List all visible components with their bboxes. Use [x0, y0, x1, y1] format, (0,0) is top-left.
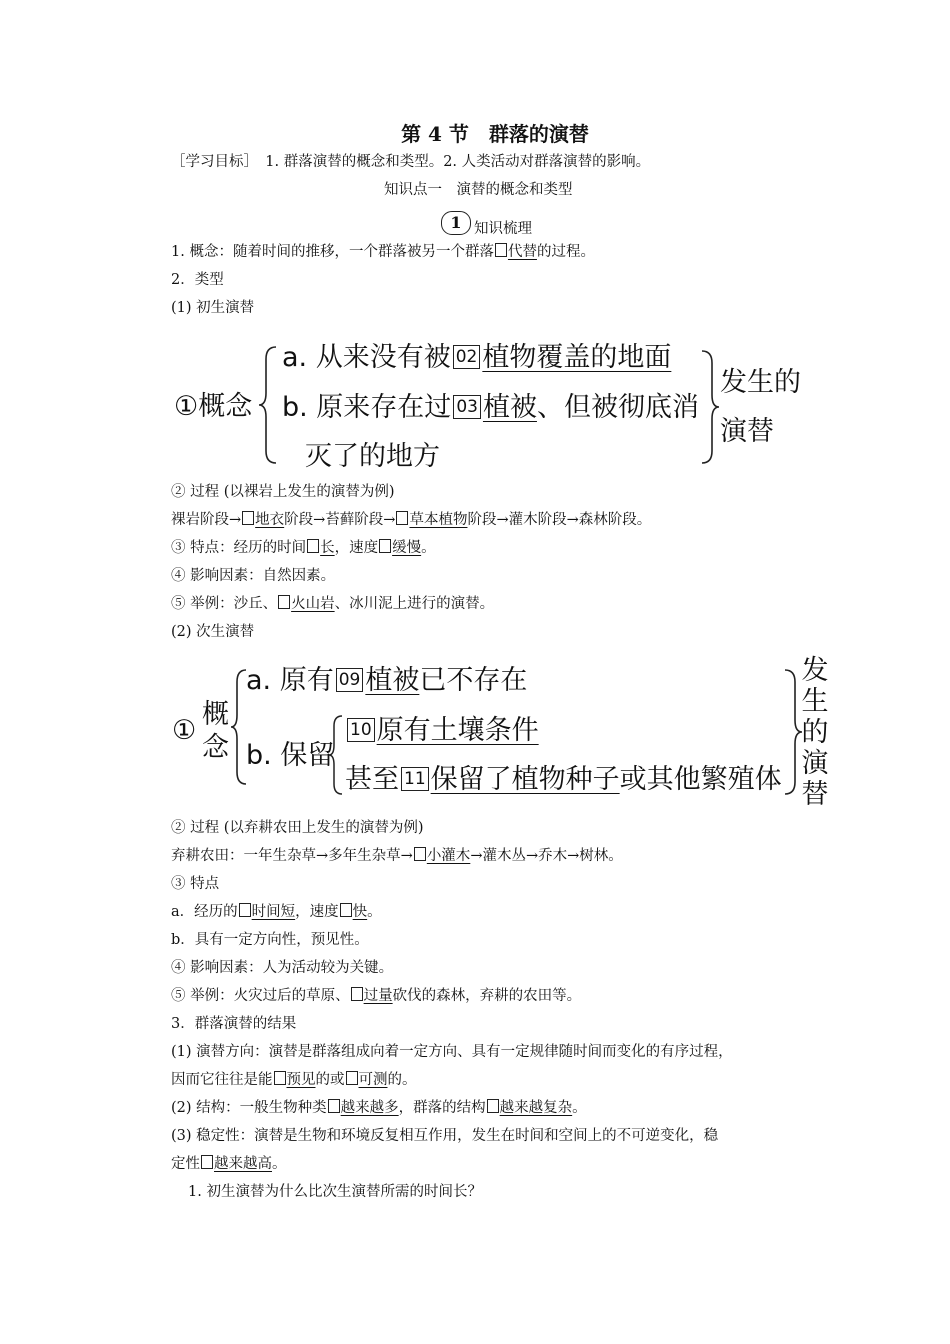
- answer-box-icon: [487, 1099, 499, 1113]
- fig2-right-3: 的: [801, 717, 829, 748]
- answer-text: 保留了植物种子: [430, 764, 620, 795]
- learning-objectives: ［学习目标］ 1. 群落演替的概念和类型。2. 人类活动对群落演替的影响。: [171, 154, 651, 170]
- fig1-right-2: 演替: [720, 416, 774, 447]
- result-structure-line: (2) 结构：一般生物种类 越来越多，群落的结构 越来越复杂。: [171, 1100, 587, 1116]
- answer-text: 长: [320, 540, 335, 556]
- fig2-right-1: 发: [801, 655, 829, 686]
- answer-box-icon: [396, 511, 408, 525]
- blank-number-11: 11: [401, 767, 429, 791]
- answer-text: 越来越复杂: [499, 1100, 573, 1116]
- answer-text: 火山岩: [291, 596, 335, 612]
- primary-feature-line: ③ 特点：经历的时间 长，速度 缓慢。: [171, 540, 436, 556]
- fig1-line-a: a. 从来没有被 02 植物覆盖的地面: [282, 342, 672, 373]
- answer-box-icon: [346, 1071, 358, 1085]
- answer-text: 小灌木: [426, 848, 471, 864]
- fig2-right-4: 演: [801, 748, 829, 779]
- answer-box-icon: [307, 539, 319, 553]
- result-stability-line-1: (3) 稳定性：演替是生物和环境反复相互作用，发生在时间和空间上的不可逆变化，稳: [171, 1128, 719, 1144]
- primary-process-heading: ② 过程 (以裸岩上发生的演替为例): [171, 484, 395, 500]
- answer-box-icon: [351, 987, 363, 1001]
- result-direction-line-1: (1) 演替方向：演替是群落组成向着一定方向、具有一定规律随时间而变化的有序过程，: [171, 1044, 733, 1060]
- answer-text: 原有土壤条件: [376, 715, 539, 746]
- fig2-line-b: b. 保留: [246, 740, 335, 771]
- answer-text: 缓慢: [392, 540, 422, 556]
- blank-number-02: 02: [453, 345, 481, 369]
- answer-box-icon: [495, 243, 507, 257]
- types-heading: 2．类型: [171, 272, 224, 288]
- result-stability-line-2: 定性 越来越高。: [171, 1156, 287, 1172]
- fig1-lead: ①概念: [174, 391, 253, 422]
- answer-text: 代替: [507, 244, 537, 260]
- answer-text: 植被: [482, 392, 537, 423]
- fig1-line-b: b. 原来存在过 03 植被、但被彻底消: [282, 392, 699, 423]
- fig1-right-1: 发生的: [720, 367, 801, 398]
- fig2-lead-top: 概: [202, 699, 229, 730]
- answer-text: 植被: [365, 665, 420, 696]
- answer-box-icon: [274, 1071, 286, 1085]
- answer-box-icon: [278, 595, 290, 609]
- fig2-line-a: a. 原有 09 植被已不存在: [246, 665, 528, 696]
- secondary-feature-heading: ③ 特点: [171, 876, 220, 892]
- fig2-line-b1: [345, 714, 539, 748]
- fig1-line-c: 灭了的地方: [305, 441, 440, 472]
- answer-text: 可测: [358, 1072, 388, 1088]
- answer-box-icon: [414, 847, 426, 861]
- answer-box-icon: [242, 511, 254, 525]
- fig2-right-2: 生: [801, 686, 829, 717]
- fig2-right-5: 替: [801, 779, 829, 810]
- answer-box-icon: [239, 903, 251, 917]
- knowledge-summary-label: 知识梳理: [474, 221, 532, 237]
- fig2-line-b2: 甚至 11 保留了植物种子或其他繁殖体: [345, 764, 782, 795]
- concept-line: 1. 概念：随着时间的推移，一个群落被另一个群落 代替的过程。: [171, 244, 595, 260]
- answer-box-icon: [201, 1155, 213, 1169]
- secondary-process-heading: ② 过程 (以弃耕农田上发生的演替为例): [171, 820, 424, 836]
- page-title: 第 4 节 群落的演替: [401, 122, 589, 146]
- primary-process-line: 裸岩阶段→ 地衣阶段→苔藓阶段→ 草本植物阶段→灌木阶段→森林阶段。: [171, 512, 652, 528]
- secondary-feature-a: a．经历的 时间短，速度 快。: [171, 904, 382, 920]
- fig2-lead-bottom: 念: [202, 732, 229, 763]
- secondary-factor-line: ④ 影响因素：人为活动较为关键。: [171, 960, 394, 976]
- answer-text: 时间短: [251, 904, 296, 920]
- primary-factor-line: ④ 影响因素：自然因素。: [171, 568, 336, 584]
- answer-text: 快: [352, 904, 368, 920]
- fig2-circle: ①: [172, 715, 197, 746]
- answer-text: 地衣: [255, 512, 285, 528]
- primary-example-line: ⑤ 举例：沙丘、 火山岩、冰川泥上进行的演替。: [171, 596, 495, 612]
- right-brace-icon: [700, 349, 720, 465]
- secondary-succession-heading: (2) 次生演替: [171, 624, 255, 640]
- answer-box-icon: [340, 903, 352, 917]
- answer-text: 植物覆盖的地面: [482, 342, 672, 373]
- left-brace-icon: [328, 714, 344, 796]
- section-heading: 知识点一 演替的概念和类型: [384, 182, 573, 198]
- left-brace-icon: [258, 345, 278, 465]
- result-heading: 3．群落演替的结果: [171, 1016, 297, 1032]
- secondary-example-line: ⑤ 举例：火灾过后的草原、 过量砍伐的森林，弃耕的农田等。: [171, 988, 582, 1004]
- answer-box-icon: [328, 1099, 340, 1113]
- answer-text: 越来越高: [214, 1156, 272, 1172]
- secondary-process-line: 弃耕农田：一年生杂草→多年生杂草→ 小灌木→灌木丛→乔木→树林。: [171, 848, 623, 864]
- thinking-question: 1. 初生演替为什么比次生演替所需的时间长？: [188, 1184, 482, 1200]
- answer-text: 预见: [286, 1072, 316, 1088]
- answer-box-icon: [379, 539, 391, 553]
- blank-number-10: 10: [347, 718, 375, 742]
- answer-text: 过量: [363, 988, 393, 1004]
- result-direction-line-2: 因而它往往是能 预见的或 可测的。: [171, 1072, 417, 1088]
- answer-text: 草本植物: [409, 512, 468, 528]
- blank-number-09: 09: [336, 668, 364, 692]
- answer-text: 越来越多: [340, 1100, 399, 1116]
- primary-succession-heading: (1) 初生演替: [171, 300, 255, 316]
- blank-number-03: 03: [453, 395, 481, 419]
- secondary-feature-b: b．具有一定方向性，预见性。: [171, 932, 369, 948]
- numbered-pill-badge: 1: [441, 211, 471, 235]
